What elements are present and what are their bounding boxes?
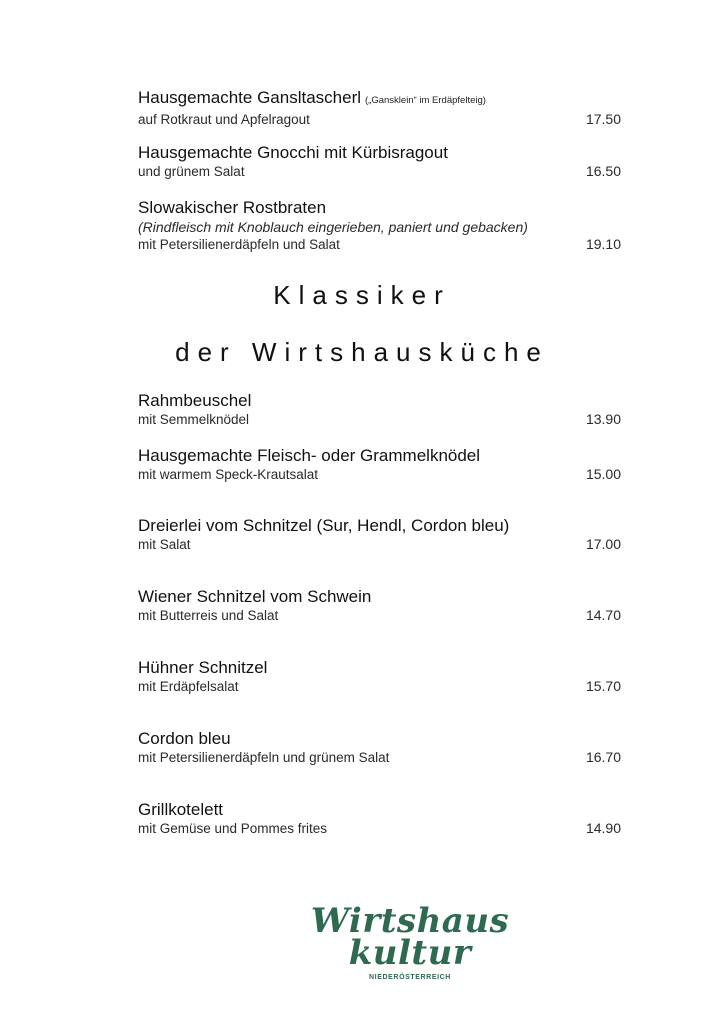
dish-name: Hühner Schnitzel: [138, 658, 268, 677]
dish-description: mit Butterreis und Salat: [138, 608, 279, 623]
dish-price: 17.00: [585, 536, 621, 552]
dish-name: Slowakischer Rostbraten: [138, 198, 327, 217]
dish-description: mit Erdäpfelsalat: [138, 679, 239, 694]
section-subheading: der Wirtshausküche: [175, 337, 549, 367]
dish-name: Hausgemachte Gnocchi mit Kürbisragout: [138, 143, 448, 162]
dish-price: 15.00: [585, 466, 621, 482]
dish-name: Dreierlei vom Schnitzel (Sur, Hendl, Cordon bleu): [138, 516, 510, 535]
dish-price: 16.70: [585, 749, 621, 765]
section-heading: Klassiker: [273, 280, 451, 310]
dish-description: mit Petersilienerdäpfeln und Salat: [138, 237, 340, 252]
menu-item: [138, 729, 621, 767]
menu-item: [138, 198, 621, 254]
dish-price: 15.70: [585, 678, 621, 694]
menu-item: [138, 587, 621, 625]
dish-description: mit Gemüse und Pommes frites: [138, 821, 328, 836]
dish-price: 17.50: [585, 111, 621, 127]
dish-price: 14.90: [585, 820, 621, 836]
dish-description: mit Salat: [138, 537, 191, 552]
dish-price: 13.90: [585, 411, 621, 427]
menu-item: [138, 800, 621, 838]
dish-name: Rahmbeuschel: [138, 391, 252, 410]
wirtshauskultur-logo: [300, 900, 520, 990]
logo-wordmark-line2: kultur: [348, 933, 472, 973]
menu-item: [138, 658, 621, 696]
dish-price: 19.10: [585, 236, 621, 252]
dish-price: 14.70: [585, 607, 621, 623]
dish-name: Hausgemachte Fleisch- oder Grammelknödel: [138, 446, 481, 465]
dish-name: Hausgemachte Gansltascherl („Gansklein“ im Erdäpfelteig): [138, 88, 486, 107]
dish-description: auf Rotkraut und Apfelragout: [138, 112, 310, 127]
dish-name: Cordon bleu: [138, 729, 231, 748]
dish-description: mit Petersilienerdäpfeln und grünem Salat: [138, 750, 390, 765]
menu-item: [138, 446, 621, 484]
logo-wordmark-line1: Wirtshaus: [310, 901, 510, 941]
dish-description: mit Semmelknödel: [138, 412, 250, 427]
dish-name: Wiener Schnitzel vom Schwein: [138, 587, 372, 606]
menu-item: [138, 88, 621, 129]
dish-description: und grünem Salat: [138, 164, 245, 179]
menu-item: [138, 143, 621, 181]
menu-item: [138, 391, 621, 429]
dish-name: Grillkotelett: [138, 800, 224, 819]
menu-item: [138, 516, 621, 554]
logo-region: NIEDERÖSTERREICH: [369, 974, 451, 981]
dish-detail: (Rindfleisch mit Knoblauch eingerieben, paniert und gebacken): [138, 219, 528, 235]
dish-price: 16.50: [585, 163, 621, 179]
dish-description: mit warmem Speck-Krautsalat: [138, 467, 319, 482]
dish-note: („Gansklein“ im Erdäpfelteig): [365, 95, 486, 106]
